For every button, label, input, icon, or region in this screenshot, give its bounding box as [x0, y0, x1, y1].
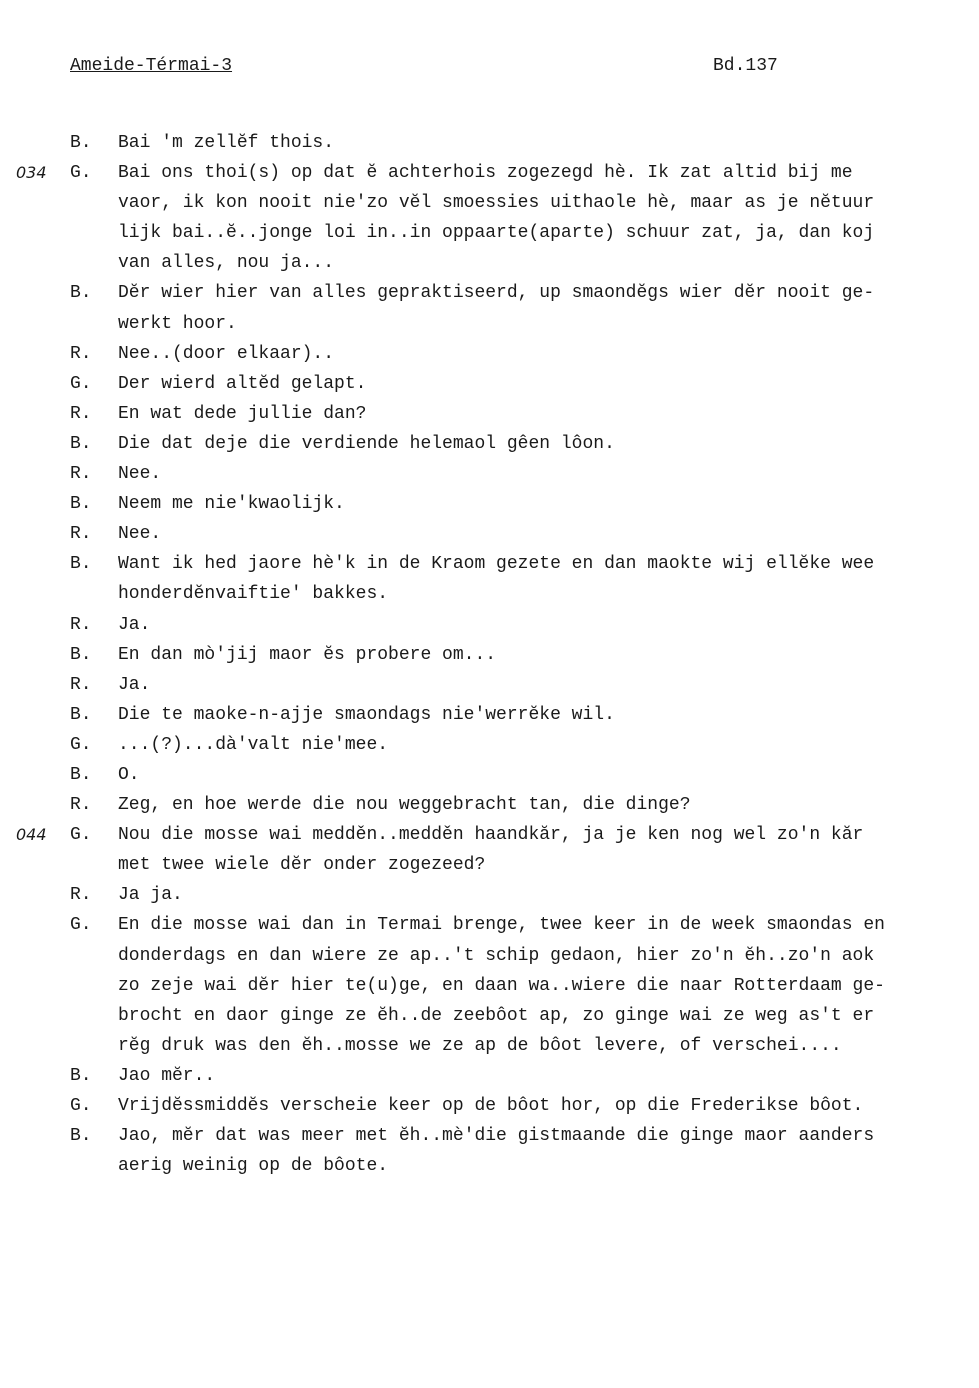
- speaker-label: R.: [70, 403, 92, 424]
- transcript-line: [0, 339, 979, 369]
- transcript-line: [0, 670, 979, 700]
- transcript-turn: [0, 429, 979, 459]
- utterance-text: Bai ons thoi(s) op dat ĕ achterhois zogezegd hè. Ik zat altid bij me: [118, 163, 853, 184]
- utterance-text: Want ik hed jaore hè'k in de Kraom gezete en dan maokte wij ellĕke wee: [118, 554, 875, 575]
- transcript-line: [0, 941, 979, 971]
- page-reference: Bd.137: [713, 56, 778, 76]
- transcript-line: [0, 369, 979, 399]
- transcript-line: [0, 489, 979, 519]
- utterance-text: Nee.: [118, 524, 162, 545]
- utterance-text: En dan mò'jij maor ĕs probere om...: [118, 644, 497, 665]
- utterance-text: Ja.: [118, 674, 151, 695]
- speaker-label: R.: [70, 343, 92, 364]
- speaker-label: R.: [70, 795, 92, 816]
- speaker-label: B.: [70, 1126, 92, 1147]
- utterance-text: Zeg, en hoe werde die nou weggebracht tan, die dinge?: [118, 795, 691, 816]
- speaker-label: R.: [70, 614, 92, 635]
- transcript-turn: [0, 670, 979, 700]
- utterance-text: met twee wiele dĕr onder zogezeed?: [118, 855, 486, 876]
- utterance-text: Ja.: [118, 614, 151, 635]
- transcript-line: [0, 730, 979, 760]
- transcript-line: [0, 429, 979, 459]
- transcript-turn: [0, 278, 979, 338]
- transcript-line: [0, 1091, 979, 1121]
- transcript-line: [0, 1031, 979, 1061]
- speaker-label: B.: [70, 283, 92, 304]
- utterance-text: Die te maoke-n-ajje smaondags nie'werrĕke wil.: [118, 704, 615, 725]
- transcript-line: [0, 248, 979, 278]
- speaker-label: R.: [70, 464, 92, 485]
- speaker-label: G.: [70, 734, 92, 755]
- margin-counter: 034: [16, 163, 47, 183]
- utterance-text: lijk bai..ĕ..jonge loi in..in oppaarte(aparte) schuur zat, ja, dan koj: [118, 223, 875, 244]
- transcript-line: [0, 1001, 979, 1031]
- speaker-label: G.: [70, 915, 92, 936]
- utterance-text: En die mosse wai dan in Termai brenge, twee keer in de week smaondas en: [118, 915, 885, 936]
- transcript-turn: [0, 910, 979, 1060]
- speaker-label: B.: [70, 554, 92, 575]
- transcript-turn: [0, 489, 979, 519]
- utterance-text: aerig weinig op de bôote.: [118, 1156, 389, 1177]
- utterance-text: En wat dede jullie dan?: [118, 403, 367, 424]
- transcript-turn: [0, 158, 979, 278]
- speaker-label: R.: [70, 674, 92, 695]
- utterance-text: Nee.: [118, 464, 162, 485]
- transcript-line: [0, 640, 979, 670]
- transcript-line: [0, 1121, 979, 1151]
- transcript-turn: [0, 128, 979, 158]
- transcript-turn: [0, 700, 979, 730]
- speaker-label: R.: [70, 524, 92, 545]
- transcript-line: [0, 218, 979, 248]
- transcript-body: [0, 128, 979, 1181]
- speaker-label: B.: [70, 764, 92, 785]
- utterance-text: zo zeje wai dĕr hier te(u)ge, en daan wa..wiere die naar Rotterdaam ge-: [118, 975, 885, 996]
- transcript-line: [0, 1061, 979, 1091]
- utterance-text: Nou die mosse wai medděn..medděn haandkăr, ja je ken nog wel zo'n kăr: [118, 825, 864, 846]
- document-title: Ameide-Térmai-3: [70, 56, 233, 76]
- margin-counter: 044: [16, 825, 47, 845]
- transcript-turn: [0, 1121, 979, 1181]
- utterance-text: donderdags en dan wiere ze ap..'t schip gedaon, hier zo'n ĕh..zo'n aok: [118, 945, 875, 966]
- transcript-line: [0, 459, 979, 489]
- speaker-label: B.: [70, 704, 92, 725]
- speaker-label: G.: [70, 163, 92, 184]
- speaker-label: G.: [70, 373, 92, 394]
- utterance-text: Der wierd altĕd gelapt.: [118, 373, 367, 394]
- transcript-turn: [0, 610, 979, 640]
- transcript-line: [0, 309, 979, 339]
- transcript-turn: [0, 640, 979, 670]
- transcript-line: [0, 850, 979, 880]
- utterance-text: Die dat deje die verdiende helemaol gêen lôon.: [118, 433, 615, 454]
- utterance-text: Ja ja.: [118, 885, 183, 906]
- utterance-text: Dĕr wier hier van alles gepraktiseerd, up smaondĕgs wier dĕr nooit ge-: [118, 283, 875, 304]
- transcript-line: [0, 971, 979, 1001]
- utterance-text: Vrijdĕssmiddĕs verscheie keer op de bôot hor, op die Frederikse bôot.: [118, 1096, 864, 1116]
- transcript-turn: [0, 369, 979, 399]
- transcript-line: [0, 519, 979, 549]
- utterance-text: Jao mĕr..: [118, 1065, 216, 1086]
- speaker-label: B.: [70, 494, 92, 515]
- utterance-text: Nee..(door elkaar)..: [118, 343, 335, 364]
- transcript-turn: [0, 730, 979, 760]
- transcript-turn: [0, 399, 979, 429]
- speaker-label: R.: [70, 885, 92, 906]
- transcript-turn: [0, 459, 979, 489]
- transcript-line: [0, 610, 979, 640]
- transcript-turn: [0, 1061, 979, 1091]
- speaker-label: G.: [70, 825, 92, 846]
- utterance-text: honderdĕnvaiftie' bakkes.: [118, 584, 389, 605]
- transcript-line: [0, 579, 979, 609]
- utterance-text: brocht en daor ginge ze ĕh..de zeebôot ap, zo ginge wai ze weg as't er: [118, 1005, 875, 1026]
- utterance-text: werkt hoor.: [118, 313, 237, 334]
- transcript-line: [0, 549, 979, 579]
- transcript-turn: [0, 820, 979, 880]
- transcript-line: [0, 158, 979, 188]
- utterance-text: O.: [118, 764, 140, 785]
- transcript-line: [0, 128, 979, 158]
- speaker-label: B.: [70, 644, 92, 665]
- transcript-line: [0, 700, 979, 730]
- speaker-label: B.: [70, 1065, 92, 1086]
- utterance-text: Jao, mĕr dat was meer met ĕh..mè'die gistmaande die ginge maor aanders: [118, 1126, 875, 1147]
- transcript-line: [0, 399, 979, 429]
- speaker-label: B.: [70, 433, 92, 454]
- transcript-turn: [0, 790, 979, 820]
- transcript-line: [0, 760, 979, 790]
- transcript-turn: [0, 339, 979, 369]
- utterance-text: rĕg druk was den ĕh..mosse we ze ap de bôot levere, of verschei....: [118, 1035, 842, 1056]
- utterance-text: Neem me nie'kwaolijk.: [118, 494, 345, 515]
- transcript-line: [0, 880, 979, 910]
- utterance-text: Bai 'm zellĕf thois.: [118, 133, 335, 153]
- transcript-line: [0, 790, 979, 820]
- transcript-line: [0, 910, 979, 940]
- transcript-turn: [0, 880, 979, 910]
- transcript-line: [0, 188, 979, 218]
- transcript-turn: [0, 549, 979, 609]
- utterance-text: van alles, nou ja...: [118, 253, 335, 274]
- transcript-turn: [0, 519, 979, 549]
- utterance-text: ...(?)...dà'valt nie'mee.: [118, 734, 389, 755]
- utterance-text: vaor, ik kon nooit nie'zo vĕl smoessies uithaole hè, maar as je nĕtuur: [118, 193, 875, 214]
- transcript-line: [0, 1151, 979, 1181]
- speaker-label: G.: [70, 1096, 92, 1116]
- transcript-turn: [0, 760, 979, 790]
- transcript-line: [0, 820, 979, 850]
- transcript-line: [0, 278, 979, 308]
- transcript-turn: [0, 1091, 979, 1121]
- speaker-label: B.: [70, 133, 92, 153]
